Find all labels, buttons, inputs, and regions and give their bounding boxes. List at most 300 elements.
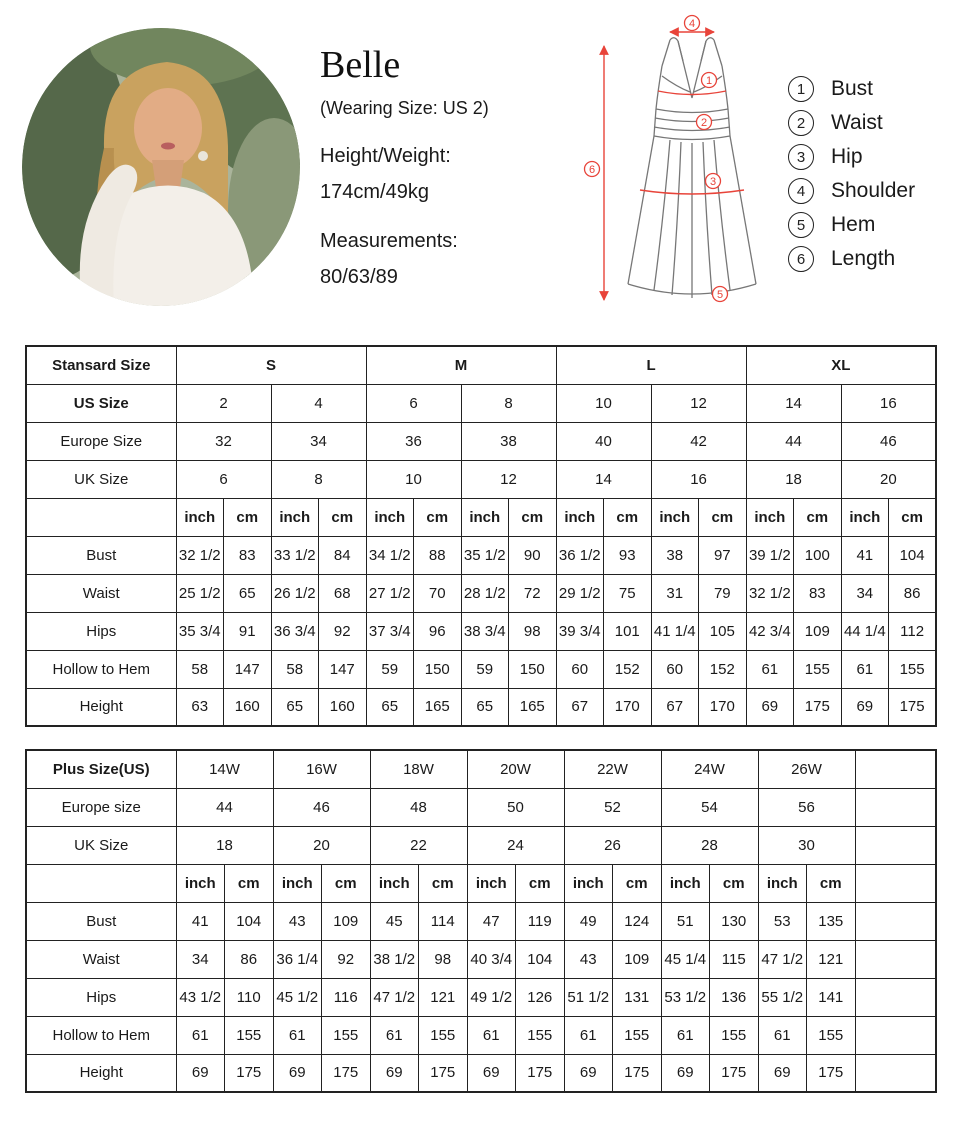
dress-sketch bbox=[582, 14, 782, 318]
plus-size-table bbox=[25, 749, 937, 1093]
unit-header: inch bbox=[556, 498, 604, 536]
dress-diagram-icon bbox=[582, 14, 782, 316]
row-label: US Size bbox=[26, 384, 176, 422]
measure-value: 92 bbox=[319, 612, 367, 650]
measure-value: 175 bbox=[794, 688, 842, 726]
measure-value: 69 bbox=[370, 1054, 419, 1092]
size-value: 20 bbox=[273, 826, 370, 864]
measure-value: 101 bbox=[604, 612, 652, 650]
measure-value: 116 bbox=[322, 978, 371, 1016]
measure-value: 38 3/4 bbox=[461, 612, 509, 650]
header-section bbox=[0, 0, 960, 340]
size-value: 48 bbox=[370, 788, 467, 826]
size-value: 8 bbox=[271, 460, 366, 498]
measure-value: 32 1/2 bbox=[746, 574, 794, 612]
size-group-header: S bbox=[176, 346, 366, 384]
measure-value: 69 bbox=[758, 1054, 807, 1092]
unit-header: cm bbox=[807, 864, 856, 902]
measure-value: 28 1/2 bbox=[461, 574, 509, 612]
unit-header: inch bbox=[176, 498, 224, 536]
table-row bbox=[26, 1054, 936, 1092]
measure-value: 170 bbox=[699, 688, 747, 726]
measure-value: 160 bbox=[319, 688, 367, 726]
table-row bbox=[26, 1016, 936, 1054]
measure-value: 26 1/2 bbox=[271, 574, 319, 612]
measure-value: 109 bbox=[613, 940, 662, 978]
row-label-empty bbox=[26, 864, 176, 902]
legend-item bbox=[788, 110, 915, 136]
unit-header: inch bbox=[841, 498, 889, 536]
measure-value: 29 1/2 bbox=[556, 574, 604, 612]
measure-value: 43 1/2 bbox=[176, 978, 225, 1016]
measure-value: 42 3/4 bbox=[746, 612, 794, 650]
measure-value: 36 3/4 bbox=[271, 612, 319, 650]
row-label: UK Size bbox=[26, 460, 176, 498]
size-value: 6 bbox=[176, 460, 271, 498]
size-value: 52 bbox=[564, 788, 661, 826]
size-value: 18 bbox=[176, 826, 273, 864]
row-label: Hips bbox=[26, 612, 176, 650]
measure-value: 126 bbox=[516, 978, 565, 1016]
size-value: 24 bbox=[467, 826, 564, 864]
size-value: 12 bbox=[651, 384, 746, 422]
measure-value: 109 bbox=[322, 902, 371, 940]
size-group-header: 16W bbox=[273, 750, 370, 788]
svg-text:5: 5 bbox=[716, 289, 724, 301]
measure-value: 175 bbox=[419, 1054, 468, 1092]
measure-value: 98 bbox=[509, 612, 557, 650]
measure-value: 61 bbox=[758, 1016, 807, 1054]
svg-text:4: 4 bbox=[688, 18, 696, 30]
measure-value: 27 1/2 bbox=[366, 574, 414, 612]
measure-value: 150 bbox=[414, 650, 462, 688]
measure-value: 152 bbox=[604, 650, 652, 688]
measure-value: 92 bbox=[322, 940, 371, 978]
measure-value: 36 1/4 bbox=[273, 940, 322, 978]
measure-value: 83 bbox=[224, 536, 272, 574]
model-photo-image bbox=[22, 28, 300, 306]
table-row bbox=[26, 498, 936, 536]
measure-value: 121 bbox=[807, 940, 856, 978]
measure-value: 67 bbox=[556, 688, 604, 726]
unit-header: inch bbox=[467, 864, 516, 902]
measure-value: 155 bbox=[807, 1016, 856, 1054]
size-value: 38 bbox=[461, 422, 556, 460]
row-label: Bust bbox=[26, 902, 176, 940]
unit-header: cm bbox=[322, 864, 371, 902]
size-value: 18 bbox=[746, 460, 841, 498]
measure-value: 58 bbox=[271, 650, 319, 688]
svg-text:3: 3 bbox=[709, 176, 717, 188]
measure-value: 84 bbox=[319, 536, 367, 574]
row-label: Europe size bbox=[26, 788, 176, 826]
legend-label: Length bbox=[831, 247, 896, 270]
size-value: 6 bbox=[366, 384, 461, 422]
measure-value: 110 bbox=[225, 978, 274, 1016]
legend-item bbox=[788, 144, 915, 170]
measure-value: 152 bbox=[699, 650, 747, 688]
model-info bbox=[320, 46, 535, 289]
model-name: Belle bbox=[320, 44, 401, 86]
table-row bbox=[26, 536, 936, 574]
measure-value: 114 bbox=[419, 902, 468, 940]
measure-value: 35 1/2 bbox=[461, 536, 509, 574]
size-group-header: M bbox=[366, 346, 556, 384]
row-label: Hips bbox=[26, 978, 176, 1016]
table-row bbox=[26, 826, 936, 864]
row-label: Hollow to Hem bbox=[26, 1016, 176, 1054]
empty-cell bbox=[855, 902, 936, 940]
measure-value: 79 bbox=[699, 574, 747, 612]
measure-value: 65 bbox=[224, 574, 272, 612]
measure-value: 37 3/4 bbox=[366, 612, 414, 650]
measure-value: 31 bbox=[651, 574, 699, 612]
measure-value: 147 bbox=[224, 650, 272, 688]
size-value: 10 bbox=[556, 384, 651, 422]
measure-value: 61 bbox=[370, 1016, 419, 1054]
unit-header: inch bbox=[746, 498, 794, 536]
circled-number-icon: 3 bbox=[788, 144, 814, 170]
size-value: 46 bbox=[841, 422, 936, 460]
row-label: Height bbox=[26, 688, 176, 726]
measure-value: 40 3/4 bbox=[467, 940, 516, 978]
size-value: 4 bbox=[271, 384, 366, 422]
size-value: 2 bbox=[176, 384, 271, 422]
size-value: 44 bbox=[176, 788, 273, 826]
legend-label: Shoulder bbox=[831, 179, 916, 202]
table-row bbox=[26, 750, 936, 788]
measure-value: 69 bbox=[273, 1054, 322, 1092]
legend-label: Hem bbox=[831, 213, 876, 236]
measure-value: 25 1/2 bbox=[176, 574, 224, 612]
measure-value: 112 bbox=[889, 612, 937, 650]
size-value: 22 bbox=[370, 826, 467, 864]
measure-value: 41 bbox=[176, 902, 225, 940]
size-value: 42 bbox=[651, 422, 746, 460]
measure-value: 61 bbox=[746, 650, 794, 688]
size-value: 28 bbox=[661, 826, 758, 864]
row-label: Bust bbox=[26, 536, 176, 574]
size-value: 12 bbox=[461, 460, 556, 498]
table-row bbox=[26, 688, 936, 726]
measure-value: 98 bbox=[419, 940, 468, 978]
measure-value: 59 bbox=[461, 650, 509, 688]
measure-value: 47 1/2 bbox=[370, 978, 419, 1016]
empty-cell bbox=[855, 788, 936, 826]
measure-value: 34 bbox=[841, 574, 889, 612]
row-label: Waist bbox=[26, 940, 176, 978]
table-row bbox=[26, 460, 936, 498]
unit-header: inch bbox=[651, 498, 699, 536]
measure-value: 155 bbox=[710, 1016, 759, 1054]
size-value: 46 bbox=[273, 788, 370, 826]
legend-item bbox=[788, 178, 915, 204]
unit-header: cm bbox=[419, 864, 468, 902]
unit-header: inch bbox=[461, 498, 509, 536]
row-label: UK Size bbox=[26, 826, 176, 864]
measure-value: 93 bbox=[604, 536, 652, 574]
unit-header: cm bbox=[319, 498, 367, 536]
measure-value: 119 bbox=[516, 902, 565, 940]
measure-value: 63 bbox=[176, 688, 224, 726]
measure-value: 51 bbox=[661, 902, 710, 940]
measure-value: 155 bbox=[613, 1016, 662, 1054]
measure-value: 91 bbox=[224, 612, 272, 650]
measure-value: 155 bbox=[322, 1016, 371, 1054]
measure-value: 147 bbox=[319, 650, 367, 688]
measure-value: 41 1/4 bbox=[651, 612, 699, 650]
measure-value: 104 bbox=[889, 536, 937, 574]
size-group-header: 22W bbox=[564, 750, 661, 788]
size-value: 56 bbox=[758, 788, 855, 826]
measurement-legend bbox=[788, 76, 915, 280]
svg-text:6: 6 bbox=[588, 164, 596, 176]
legend-item bbox=[788, 212, 915, 238]
unit-header: cm bbox=[224, 498, 272, 536]
table-row bbox=[26, 978, 936, 1016]
measure-value: 44 1/4 bbox=[841, 612, 889, 650]
size-group-header: 18W bbox=[370, 750, 467, 788]
measure-value: 32 1/2 bbox=[176, 536, 224, 574]
measure-value: 115 bbox=[710, 940, 759, 978]
size-group-header: 26W bbox=[758, 750, 855, 788]
measure-value: 72 bbox=[509, 574, 557, 612]
unit-header: inch bbox=[758, 864, 807, 902]
circled-number-icon: 2 bbox=[788, 110, 814, 136]
size-group-header: 24W bbox=[661, 750, 758, 788]
measure-value: 86 bbox=[225, 940, 274, 978]
size-value: 14 bbox=[746, 384, 841, 422]
measure-value: 60 bbox=[651, 650, 699, 688]
size-value: 32 bbox=[176, 422, 271, 460]
empty-cell bbox=[855, 1016, 936, 1054]
row-label-empty bbox=[26, 498, 176, 536]
row-label: Waist bbox=[26, 574, 176, 612]
unit-header: inch bbox=[273, 864, 322, 902]
row-label: Height bbox=[26, 1054, 176, 1092]
legend-label: Bust bbox=[831, 77, 874, 100]
row-label: Europe Size bbox=[26, 422, 176, 460]
model-photo bbox=[22, 28, 300, 306]
table-row bbox=[26, 346, 936, 384]
measure-value: 160 bbox=[224, 688, 272, 726]
measure-value: 175 bbox=[516, 1054, 565, 1092]
table-row bbox=[26, 422, 936, 460]
measure-value: 69 bbox=[841, 688, 889, 726]
measure-value: 104 bbox=[516, 940, 565, 978]
measure-value: 175 bbox=[889, 688, 937, 726]
measure-value: 97 bbox=[699, 536, 747, 574]
measure-value: 47 1/2 bbox=[758, 940, 807, 978]
size-value: 54 bbox=[661, 788, 758, 826]
row-label: Hollow to Hem bbox=[26, 650, 176, 688]
size-value: 14 bbox=[556, 460, 651, 498]
empty-cell bbox=[855, 826, 936, 864]
table-row bbox=[26, 788, 936, 826]
measure-value: 96 bbox=[414, 612, 462, 650]
measure-value: 65 bbox=[366, 688, 414, 726]
measure-value: 61 bbox=[841, 650, 889, 688]
measure-value: 51 1/2 bbox=[564, 978, 613, 1016]
measure-value: 38 bbox=[651, 536, 699, 574]
measure-value: 130 bbox=[710, 902, 759, 940]
table-row bbox=[26, 574, 936, 612]
measure-value: 175 bbox=[322, 1054, 371, 1092]
measure-value: 61 bbox=[273, 1016, 322, 1054]
height-weight-value: 174cm/49kg bbox=[320, 180, 429, 203]
measure-value: 124 bbox=[613, 902, 662, 940]
measure-value: 65 bbox=[271, 688, 319, 726]
table-row bbox=[26, 384, 936, 422]
measure-value: 61 bbox=[564, 1016, 613, 1054]
measure-value: 69 bbox=[176, 1054, 225, 1092]
measure-value: 33 1/2 bbox=[271, 536, 319, 574]
empty-cell bbox=[855, 940, 936, 978]
svg-text:1: 1 bbox=[705, 75, 713, 87]
size-value: 20 bbox=[841, 460, 936, 498]
measure-value: 121 bbox=[419, 978, 468, 1016]
size-value: 34 bbox=[271, 422, 366, 460]
legend-item bbox=[788, 76, 915, 102]
measure-value: 175 bbox=[225, 1054, 274, 1092]
size-group-header: XL bbox=[746, 346, 936, 384]
measure-value: 69 bbox=[564, 1054, 613, 1092]
measure-value: 75 bbox=[604, 574, 652, 612]
measure-value: 39 1/2 bbox=[746, 536, 794, 574]
table-row bbox=[26, 650, 936, 688]
unit-header: cm bbox=[613, 864, 662, 902]
measure-value: 131 bbox=[613, 978, 662, 1016]
size-group-header: 20W bbox=[467, 750, 564, 788]
circled-number-icon: 4 bbox=[788, 178, 814, 204]
unit-header: cm bbox=[889, 498, 937, 536]
size-value: 40 bbox=[556, 422, 651, 460]
measure-value: 35 3/4 bbox=[176, 612, 224, 650]
empty-cell bbox=[855, 750, 936, 788]
measure-value: 53 1/2 bbox=[661, 978, 710, 1016]
measure-value: 109 bbox=[794, 612, 842, 650]
empty-cell bbox=[855, 1054, 936, 1092]
unit-header: cm bbox=[699, 498, 747, 536]
legend-item bbox=[788, 246, 915, 272]
measure-value: 165 bbox=[509, 688, 557, 726]
measure-value: 155 bbox=[419, 1016, 468, 1054]
measure-value: 175 bbox=[613, 1054, 662, 1092]
measure-value: 58 bbox=[176, 650, 224, 688]
measure-value: 86 bbox=[889, 574, 937, 612]
measure-value: 45 1/2 bbox=[273, 978, 322, 1016]
measure-value: 155 bbox=[889, 650, 937, 688]
measure-value: 36 1/2 bbox=[556, 536, 604, 574]
measure-value: 61 bbox=[176, 1016, 225, 1054]
size-value: 44 bbox=[746, 422, 841, 460]
size-group-header: L bbox=[556, 346, 746, 384]
unit-header: cm bbox=[604, 498, 652, 536]
measure-value: 34 bbox=[176, 940, 225, 978]
measure-value: 88 bbox=[414, 536, 462, 574]
measurements-label: Measurements: bbox=[320, 229, 458, 252]
size-value: 26 bbox=[564, 826, 661, 864]
unit-header: inch bbox=[271, 498, 319, 536]
measure-value: 155 bbox=[794, 650, 842, 688]
size-value: 10 bbox=[366, 460, 461, 498]
circled-number-icon: 1 bbox=[788, 76, 814, 102]
measure-value: 61 bbox=[467, 1016, 516, 1054]
measure-value: 43 bbox=[273, 902, 322, 940]
measure-value: 69 bbox=[661, 1054, 710, 1092]
measure-value: 69 bbox=[467, 1054, 516, 1092]
size-value: 8 bbox=[461, 384, 556, 422]
measure-value: 55 1/2 bbox=[758, 978, 807, 1016]
size-group-header: 14W bbox=[176, 750, 273, 788]
table-row bbox=[26, 612, 936, 650]
measure-value: 49 1/2 bbox=[467, 978, 516, 1016]
wearing-size: (Wearing Size: US 2) bbox=[320, 97, 489, 118]
measure-value: 47 bbox=[467, 902, 516, 940]
table-row bbox=[26, 864, 936, 902]
size-value: 16 bbox=[841, 384, 936, 422]
measure-value: 45 bbox=[370, 902, 419, 940]
measure-value: 59 bbox=[366, 650, 414, 688]
legend-label: Hip bbox=[831, 145, 863, 168]
measure-value: 61 bbox=[661, 1016, 710, 1054]
measure-value: 69 bbox=[746, 688, 794, 726]
measure-value: 135 bbox=[807, 902, 856, 940]
unit-header: cm bbox=[794, 498, 842, 536]
measure-value: 39 3/4 bbox=[556, 612, 604, 650]
measure-value: 155 bbox=[225, 1016, 274, 1054]
unit-header: cm bbox=[516, 864, 565, 902]
measure-value: 70 bbox=[414, 574, 462, 612]
svg-text:2: 2 bbox=[700, 117, 708, 129]
unit-header: cm bbox=[225, 864, 274, 902]
empty-cell bbox=[855, 864, 936, 902]
legend-label: Waist bbox=[831, 111, 883, 134]
table-row bbox=[26, 940, 936, 978]
measure-value: 175 bbox=[807, 1054, 856, 1092]
measure-value: 34 1/2 bbox=[366, 536, 414, 574]
measure-value: 175 bbox=[710, 1054, 759, 1092]
unit-header: cm bbox=[414, 498, 462, 536]
measure-value: 165 bbox=[414, 688, 462, 726]
circled-number-icon: 6 bbox=[788, 246, 814, 272]
measure-value: 141 bbox=[807, 978, 856, 1016]
size-value: 50 bbox=[467, 788, 564, 826]
measure-value: 45 1/4 bbox=[661, 940, 710, 978]
unit-header: inch bbox=[176, 864, 225, 902]
table-title: Plus Size(US) bbox=[26, 750, 176, 788]
measure-value: 136 bbox=[710, 978, 759, 1016]
measure-value: 104 bbox=[225, 902, 274, 940]
measurements-value: 80/63/89 bbox=[320, 265, 398, 288]
measure-value: 53 bbox=[758, 902, 807, 940]
table-title: Stansard Size bbox=[26, 346, 176, 384]
measure-value: 105 bbox=[699, 612, 747, 650]
measure-value: 68 bbox=[319, 574, 367, 612]
unit-header: inch bbox=[366, 498, 414, 536]
unit-header: cm bbox=[710, 864, 759, 902]
measure-value: 43 bbox=[564, 940, 613, 978]
measure-value: 65 bbox=[461, 688, 509, 726]
measure-value: 170 bbox=[604, 688, 652, 726]
unit-header: cm bbox=[509, 498, 557, 536]
measure-value: 90 bbox=[509, 536, 557, 574]
table-row bbox=[26, 902, 936, 940]
measure-value: 67 bbox=[651, 688, 699, 726]
height-weight-label: Height/Weight: bbox=[320, 144, 451, 167]
measure-value: 38 1/2 bbox=[370, 940, 419, 978]
standard-size-table bbox=[25, 345, 937, 727]
